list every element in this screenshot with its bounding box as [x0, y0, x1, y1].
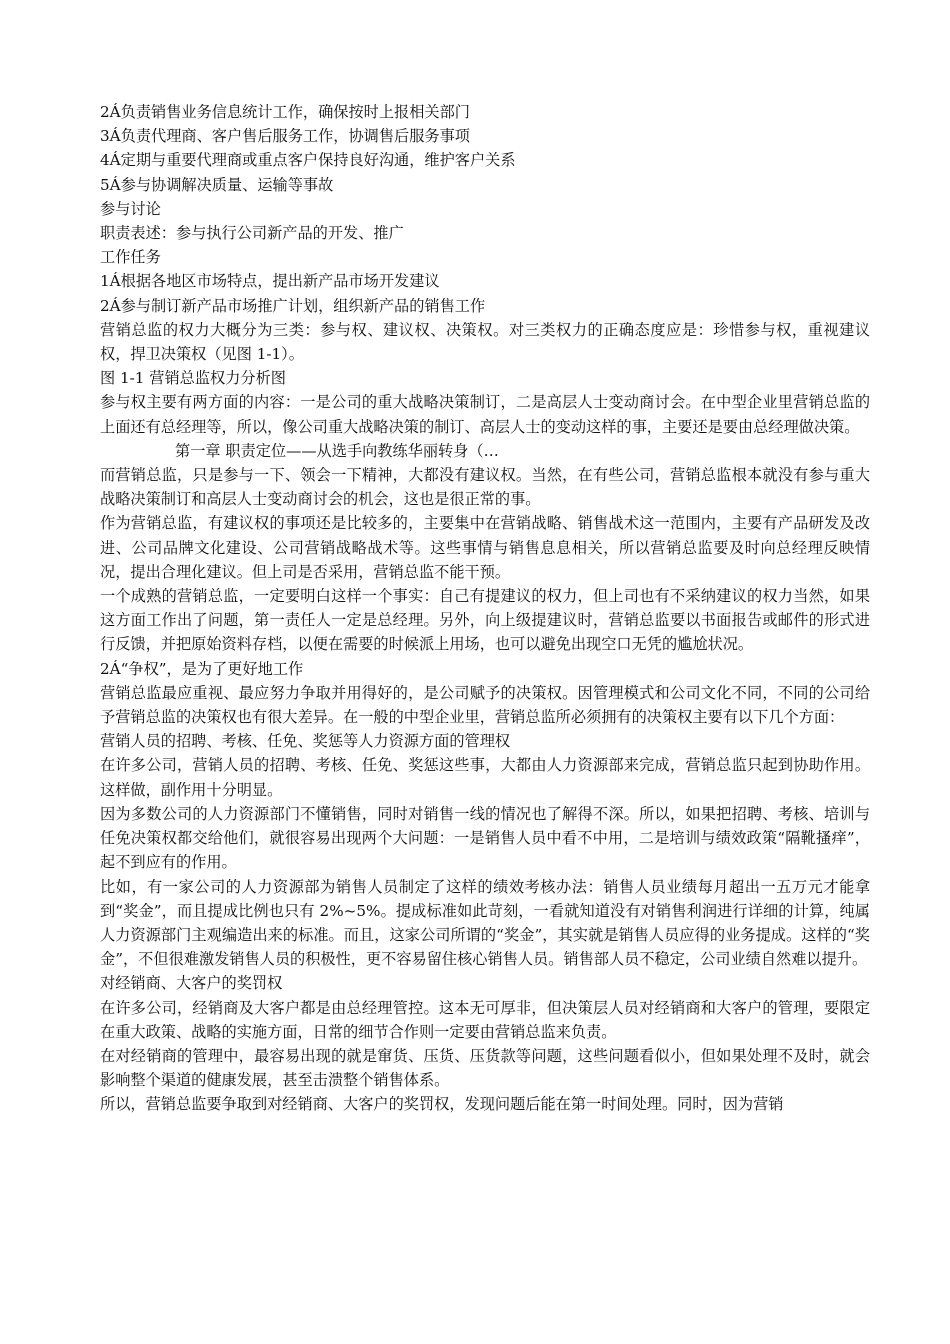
section-heading-participate: 参与讨论: [100, 199, 161, 218]
body-paragraph: 作为营销总监，有建议权的事项还是比较多的，主要集中在营销战略、销售战术这一范围内，主要有产品研发及改进、公司品牌文化建设、公司营销战略战术等。这些事情与销售息息相关，所以营销总监要及时向总经理反映情况，提出合理化建议。但上司是否采用，营销总监不能干预。: [100, 514, 870, 581]
body-paragraph: 营销总监最应重视、最应努力争取并用得好的，是公司赋予的决策权。因管理模式和公司文化不同，不同的公司给予营销总监的决策权也有很大差异。在一般的中型企业里，营销总监所必须拥有的决策权主要有以下几个方面：: [100, 683, 870, 727]
figure-caption: 图 1-1 营销总监权力分析图: [100, 369, 286, 388]
chapter-header: 第一章 职责定位——从选手向教练华丽转身（…: [175, 441, 499, 460]
body-paragraph: 因为多数公司的人力资源部门不懂销售，同时对销售一线的情况也了解得不深。所以，如果把招聘、考核、培训与任免决策权都交给他们，就很容易出现两个大问题：一是销售人员中看不中用，二是培训与绩效政策“隔靴搔痒”，起不到应有的作用。: [100, 804, 870, 872]
list-item-2: 2Á负责销售业务信息统计工作，确保按时上报相关部门: [100, 103, 470, 121]
task-item-2: 2Á参与制订新产品市场推广计划，组织新产品的销售工作: [100, 296, 486, 315]
body-paragraph: 而营销总监，只是参与一下、领会一下精神，大都没有建议权。当然，在有些公司，营销总监根本就没有参与重大战略决策制订和高层人士变动商讨会的机会，这也是很正常的事。: [100, 466, 870, 509]
body-paragraph: 比如，有一家公司的人力资源部为销售人员制定了这样的绩效考核办法：销售人员业绩每月超出一五万元才能拿到“奖金”，而且提成比例也只有 2%~5%。提成标准如此苛刻，一看就知道没有对销售利润进行详细的计算，纯属人力资源部门主观编造出来的标准。而且，这家公司所谓的“奖金”，其实就是销售人员应得的业务提成。这样的“奖金”，不但很难激发销售人员的积极性，更不容易留住核心销售人员。销售部人员不稳定，公司业绩自然难以提升。: [100, 877, 870, 969]
body-paragraph: 所以，营销总监要争取到对经销商、大客户的奖罚权，发现问题后能在第一时间处理。同时，因为营销: [100, 1095, 784, 1114]
subheading-hr-power: 营销人员的招聘、考核、任免、奖惩等人力资源方面的管理权: [100, 732, 511, 751]
list-item-5: 5Á参与协调解决质量、运输等事故: [100, 175, 334, 194]
body-paragraph: 一个成熟的营销总监，一定要明白这样一个事实：自己有提建议的权力，但上司也有不采纳建议的权力当然，如果这方面工作出了问题，第一责任人一定是总经理。另外，向上级提建议时，营销总监要以书面报告或邮件的形式进行反馈，并把原始资料存档，以便在需要的时候派上用场，也可以避免出现空口无凭的尴尬状况。: [100, 587, 870, 654]
subheading-reward-power: 对经销商、大客户的奖罚权: [100, 974, 283, 993]
section-heading-tasks: 工作任务: [100, 248, 161, 267]
duty-statement: 职责表述：参与执行公司新产品的开发、推广: [100, 224, 404, 243]
list-item-3: 3Á负责代理商、客户售后服务工作，协调售后服务事项: [100, 127, 470, 146]
body-paragraph: 在许多公司，经销商及大客户都是由总经理管控。这本无可厚非，但决策层人员对经销商和大客户的管理，要限定在重大政策、战略的实施方面，日常的细节合作则一定要由营销总监来负责。: [100, 998, 870, 1041]
list-item-4: 4Á定期与重要代理商或重点客户保持良好沟通，维护客户关系: [100, 151, 516, 170]
task-item-1: 1Á根据各地区市场特点，提出新产品市场开发建议: [100, 272, 440, 291]
body-paragraph: 在对经销商的管理中，最容易出现的就是窜货、压货、压货款等问题，这些问题看似小，但如果处理不及时，就会影响整个渠道的健康发展，甚至击溃整个销售体系。: [100, 1046, 870, 1090]
document-page: [100, 100, 870, 1117]
section-heading-power: 2Á“争权”，是为了更好地工作: [100, 659, 304, 678]
body-paragraph: 营销总监的权力大概分为三类：参与权、建议权、决策权。对三类权力的正确态度应是：珍惜参与权，重视建议权，捍卫决策权（见图 1-1）。: [100, 320, 870, 364]
body-paragraph: 在许多公司，营销人员的招聘、考核、任免、奖惩这些事，大都由人力资源部来完成，营销总监只起到协助作用。这样做，副作用十分明显。: [100, 756, 870, 799]
body-paragraph: 参与权主要有两方面的内容：一是公司的重大战略决策制订，二是高层人士变动商讨会。在中型企业里营销总监的上面还有总经理等，所以，像公司重大战略决策的制订、高层人士的变动这样的事，主要还是要由总经理做决策。: [100, 393, 870, 436]
